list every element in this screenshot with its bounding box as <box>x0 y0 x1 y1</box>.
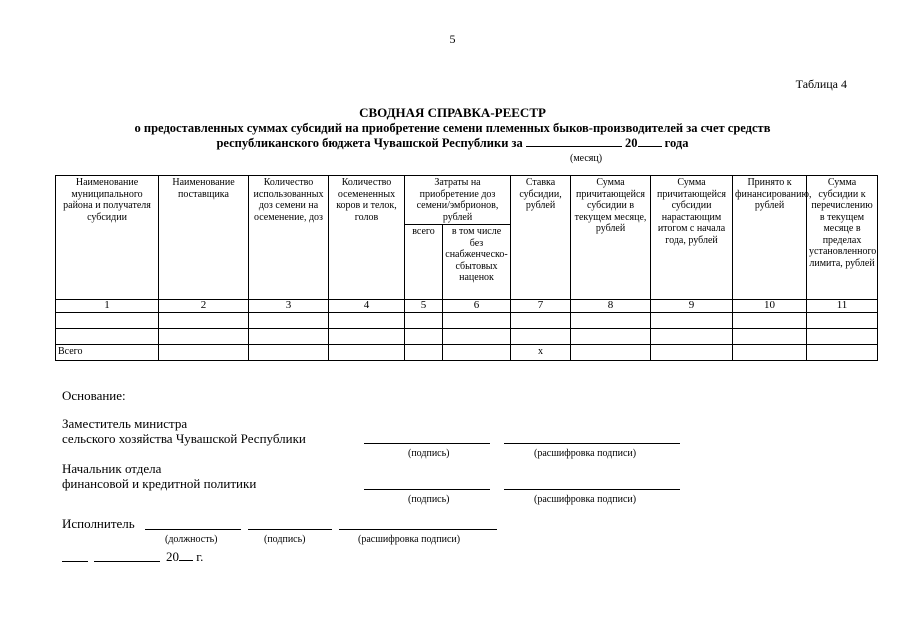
signer2-decode-caption: (расшифровка подписи) <box>534 494 637 505</box>
month-caption: (месяц) <box>570 153 603 164</box>
column-number: 10 <box>733 300 807 313</box>
header-subsidy-cumulative: Сумма причитающейся субсидии нарастающим итогом с начала года, рублей <box>651 176 733 300</box>
signer1-decode-line <box>504 443 680 444</box>
signer2-title-line2: финансовой и кредитной политики <box>62 476 257 491</box>
signer1-title-line1: Заместитель министра <box>62 416 188 431</box>
column-numbers-row <box>56 300 878 313</box>
header-subsidy-rate: Ставка субсидии, рублей <box>511 176 571 300</box>
executor-decode-caption: (расшифровка подписи) <box>358 534 461 545</box>
title-prefix: республиканского бюджета Чувашской Республики за <box>216 136 523 150</box>
total-row <box>56 345 878 361</box>
executor-position-line <box>145 529 241 530</box>
column-number: 11 <box>807 300 878 313</box>
column-number: 4 <box>329 300 405 313</box>
column-number: 3 <box>249 300 329 313</box>
table-label: Таблица 4 <box>795 77 847 91</box>
document-subtitle: о предоставленных суммах субсидий на приобретение семени племенных быков-производителей за счет средств <box>134 121 771 135</box>
date-year <box>166 549 203 564</box>
year-blank <box>638 136 662 147</box>
registry-table <box>55 175 878 361</box>
executor-decode-line <box>339 529 497 530</box>
column-number: 1 <box>56 300 159 313</box>
document-title: СВОДНАЯ СПРАВКА-РЕЕСТР <box>359 105 546 120</box>
signer1-sign-line <box>364 443 490 444</box>
signer2-sign-line <box>364 489 490 490</box>
month-blank <box>526 136 622 147</box>
basis-label: Основание: <box>62 388 126 403</box>
total-label: Всего <box>56 345 159 361</box>
column-number: 7 <box>511 300 571 313</box>
header-costs: Затраты на приобретение доз семени/эмбрионов, рублей <box>405 176 511 225</box>
document-subtitle-line3 <box>0 136 905 151</box>
signer1-sign-caption: (подпись) <box>408 448 450 459</box>
column-number: 6 <box>443 300 511 313</box>
date-month-line <box>94 561 160 562</box>
header-subsidy-current-month: Сумма причитающейся субсидии в текущем месяце, рублей <box>571 176 651 300</box>
column-number: 9 <box>651 300 733 313</box>
executor-sign-caption: (подпись) <box>264 534 306 545</box>
table-row <box>56 329 878 345</box>
date-year-blank <box>179 549 193 561</box>
signer2-title-line1: Начальник отдела <box>62 461 162 476</box>
column-number: 8 <box>571 300 651 313</box>
total-mark: х <box>511 345 571 361</box>
header-cows-inseminated: Количество осемененных коров и телок, голов <box>329 176 405 300</box>
executor-label: Исполнитель <box>62 516 135 531</box>
header-subsidy-transfer: Сумма субсидии к перечислению в текущем месяце в пределах установленного лимита, рублей <box>807 176 878 300</box>
signer1-decode-caption: (расшифровка подписи) <box>534 448 637 459</box>
header-costs-total: всего <box>405 225 443 300</box>
executor-sign-line <box>248 529 332 530</box>
header-costs-without-markup: в том числе без снабженческо-сбытовых наценок <box>443 225 511 300</box>
header-supplier: Наименование поставщика <box>159 176 249 300</box>
title-year: 20 <box>625 136 638 150</box>
signer2-sign-caption: (подпись) <box>408 494 450 505</box>
date-suffix: г. <box>196 549 204 564</box>
column-number: 5 <box>405 300 443 313</box>
column-number: 2 <box>159 300 249 313</box>
header-doses-used: Количество использованных доз семени на осеменение, доз <box>249 176 329 300</box>
signer2-decode-line <box>504 489 680 490</box>
header-district-recipient: Наименование муниципального района и получателя субсидии <box>56 176 159 300</box>
executor-position-caption: (должность) <box>165 534 218 545</box>
date-year-value: 20 <box>166 549 179 564</box>
title-suffix: года <box>664 136 689 150</box>
signer1-title-line2: сельского хозяйства Чувашской Республики <box>62 431 306 446</box>
date-day-line <box>62 561 88 562</box>
header-accepted-financing: Принято к финансированию, рублей <box>733 176 807 300</box>
table-row <box>56 313 878 329</box>
page-number: 5 <box>449 32 456 46</box>
